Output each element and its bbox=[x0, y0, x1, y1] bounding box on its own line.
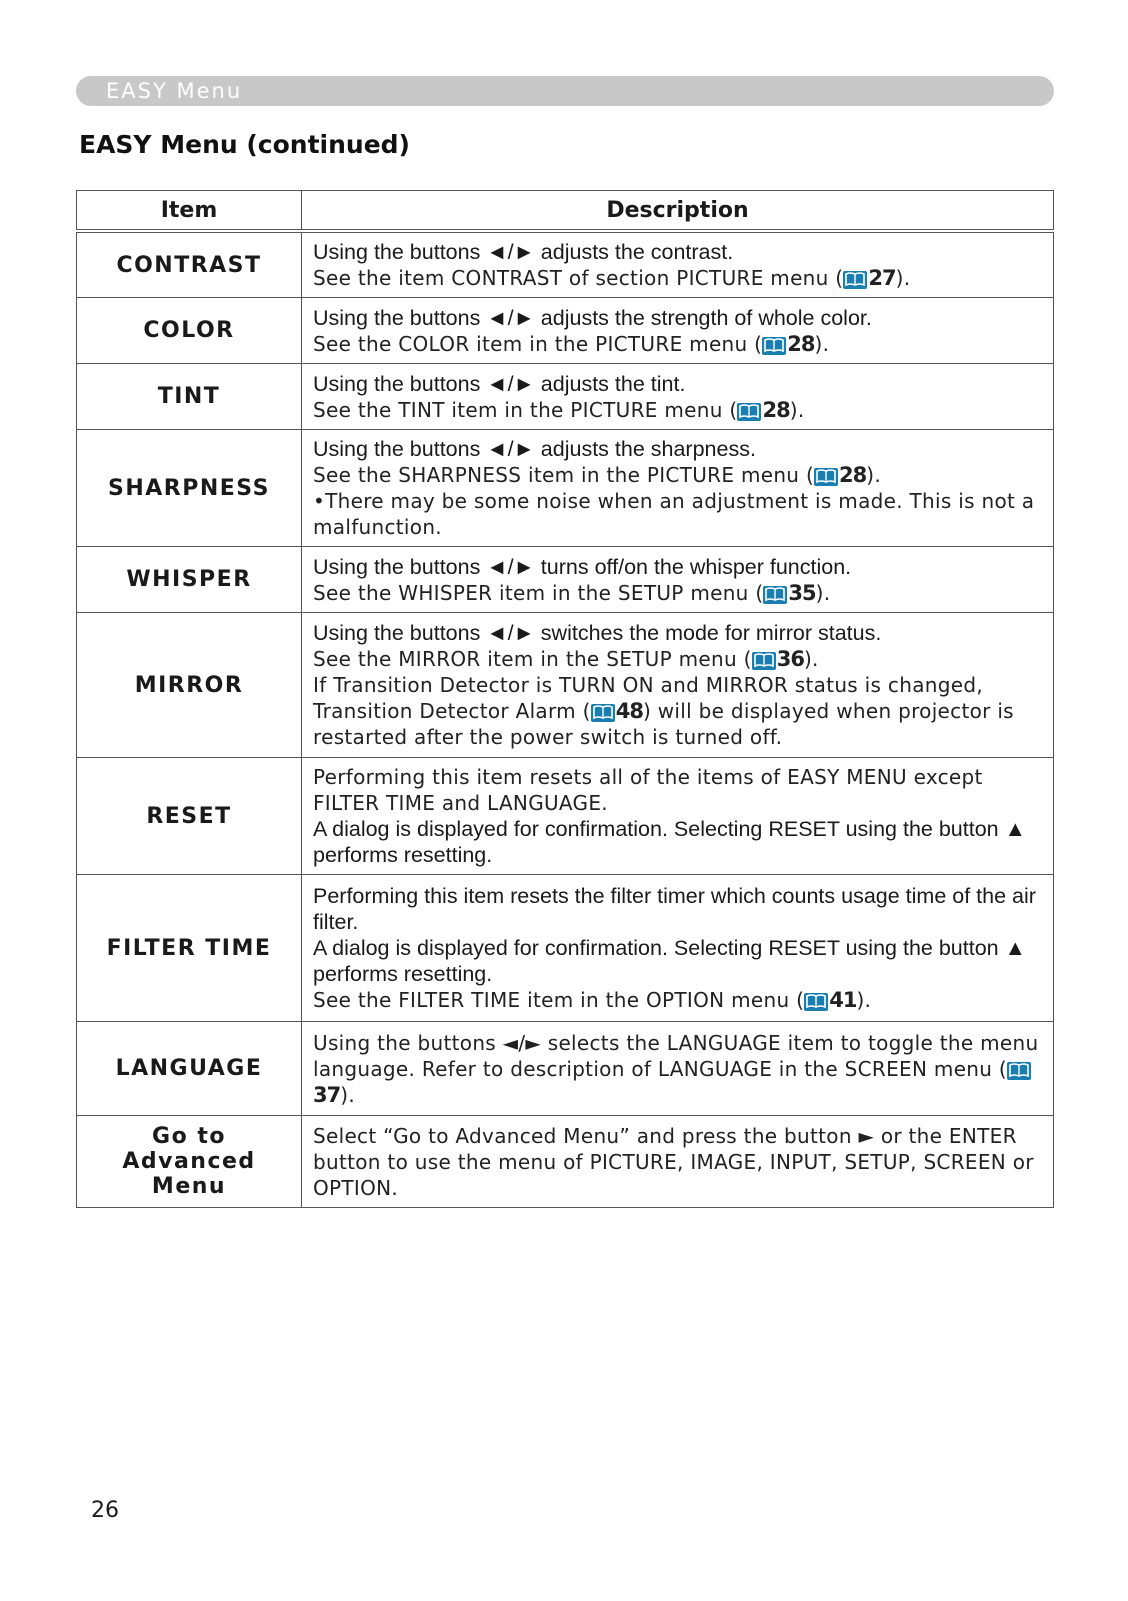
row-item-name: MIRROR bbox=[77, 613, 302, 758]
table-row bbox=[77, 298, 1054, 364]
description-line: A dialog is displayed for confirmation. Selecting RESET using the button ▲ performs resetting. bbox=[313, 936, 1026, 986]
description-line: Using the buttons ◄/► switches the mode for mirror status. bbox=[313, 621, 882, 645]
page-reference: 28 bbox=[839, 463, 867, 487]
description-line: Using the buttons ◄/► selects the LANGUAGE item to toggle the menu language. Refer to description of LANGUAGE in the SCREEN menu (37). bbox=[313, 1030, 1039, 1107]
description-line: See the FILTER TIME item in the OPTION menu ( 41). bbox=[313, 988, 872, 1012]
description-line: Select “Go to Advanced Menu” and press the button ► or the ENTER button to use the menu of PICTURE, IMAGE, INPUT, SETUP, SCREEN or OPTION. bbox=[313, 1123, 1034, 1200]
description-line: Performing this item resets the filter timer which counts usage time of the air filter. bbox=[313, 884, 1036, 934]
book-reference-icon bbox=[737, 403, 761, 421]
row-item-name: CONTRAST bbox=[77, 231, 302, 298]
description-line: Using the buttons ◄/► adjusts the sharpness. bbox=[313, 437, 756, 461]
description-line: See the WHISPER item in the SETUP menu ( 35). bbox=[313, 580, 831, 605]
page-reference: 41 bbox=[829, 988, 857, 1012]
row-item-name: WHISPER bbox=[77, 547, 302, 613]
row-item-name: RESET bbox=[77, 758, 302, 875]
table-row bbox=[77, 758, 1054, 875]
book-reference-icon bbox=[762, 337, 786, 355]
description-line: Using the buttons ◄/► turns off/on the whisper function. bbox=[313, 554, 852, 579]
table-row bbox=[77, 1116, 1054, 1208]
description-line: See the COLOR item in the PICTURE menu ( 28). bbox=[313, 331, 830, 356]
row-description bbox=[302, 613, 1054, 758]
description-line: See the SHARPNESS item in the PICTURE menu ( 28). bbox=[313, 463, 882, 487]
page-reference: 37 bbox=[313, 1082, 341, 1107]
row-item-name: SHARPNESS bbox=[77, 430, 302, 547]
book-reference-icon bbox=[591, 704, 615, 722]
table-row bbox=[77, 231, 1054, 298]
row-description bbox=[302, 875, 1054, 1022]
easy-menu-table bbox=[76, 190, 1054, 1208]
description-line: A dialog is displayed for confirmation. Selecting RESET using the button ▲ performs resetting. bbox=[313, 817, 1026, 867]
page-reference: 35 bbox=[788, 580, 816, 605]
description-line: Using the buttons ◄/► adjusts the contrast. bbox=[313, 240, 734, 264]
table-row bbox=[77, 1022, 1054, 1116]
page-title: EASY Menu (continued) bbox=[79, 130, 410, 159]
description-line: See the TINT item in the PICTURE menu ( 28). bbox=[313, 397, 805, 422]
row-description bbox=[302, 364, 1054, 430]
row-item-name: TINT bbox=[77, 364, 302, 430]
section-header-bar bbox=[76, 76, 1054, 106]
book-reference-icon bbox=[814, 468, 838, 486]
description-line: Performing this item resets all of the items of EASY MENU except FILTER TIME and LANGUAGE. bbox=[313, 765, 983, 815]
column-header-description: Description bbox=[302, 191, 1054, 232]
page-reference: 36 bbox=[776, 647, 804, 671]
row-item-name: LANGUAGE bbox=[77, 1022, 302, 1116]
row-description bbox=[302, 430, 1054, 547]
page-reference: 48 bbox=[615, 699, 643, 723]
row-description bbox=[302, 547, 1054, 613]
page-reference: 28 bbox=[762, 397, 790, 422]
column-header-item: Item bbox=[77, 191, 302, 232]
book-reference-icon bbox=[752, 652, 776, 670]
table-row bbox=[77, 430, 1054, 547]
table-row bbox=[77, 547, 1054, 613]
page-number: 26 bbox=[91, 1498, 119, 1523]
row-item-name: COLOR bbox=[77, 298, 302, 364]
table-row bbox=[77, 875, 1054, 1022]
book-reference-icon bbox=[1007, 1062, 1031, 1080]
table-row bbox=[77, 613, 1054, 758]
row-description bbox=[302, 1022, 1054, 1116]
book-reference-icon bbox=[843, 271, 867, 289]
section-label: EASY Menu bbox=[106, 79, 243, 103]
table-header-row bbox=[77, 191, 1054, 232]
page-reference: 28 bbox=[787, 331, 815, 356]
description-line: •There may be some noise when an adjustment is made. This is not a malfunction. bbox=[313, 489, 1035, 539]
page-reference: 27 bbox=[868, 266, 896, 290]
description-line: If Transition Detector is TURN ON and MIRROR status is changed, Transition Detector Alarm ( 48) will be displayed when projector is restarted after the power switch is turned off. bbox=[313, 673, 1014, 749]
row-description bbox=[302, 1116, 1054, 1208]
row-item-name: Go to Advanced Menu bbox=[77, 1116, 302, 1208]
description-line: See the MIRROR item in the SETUP menu ( 36). bbox=[313, 647, 819, 671]
description-line: Using the buttons ◄/► adjusts the tint. bbox=[313, 371, 686, 396]
description-line: See the item CONTRAST of section PICTURE menu ( 27). bbox=[313, 266, 911, 290]
book-reference-icon bbox=[804, 993, 828, 1011]
row-description bbox=[302, 758, 1054, 875]
row-description bbox=[302, 298, 1054, 364]
description-line: Using the buttons ◄/► adjusts the strength of whole color. bbox=[313, 305, 872, 330]
row-item-name: FILTER TIME bbox=[77, 875, 302, 1022]
table-row bbox=[77, 364, 1054, 430]
book-reference-icon bbox=[763, 586, 787, 604]
row-description bbox=[302, 231, 1054, 298]
